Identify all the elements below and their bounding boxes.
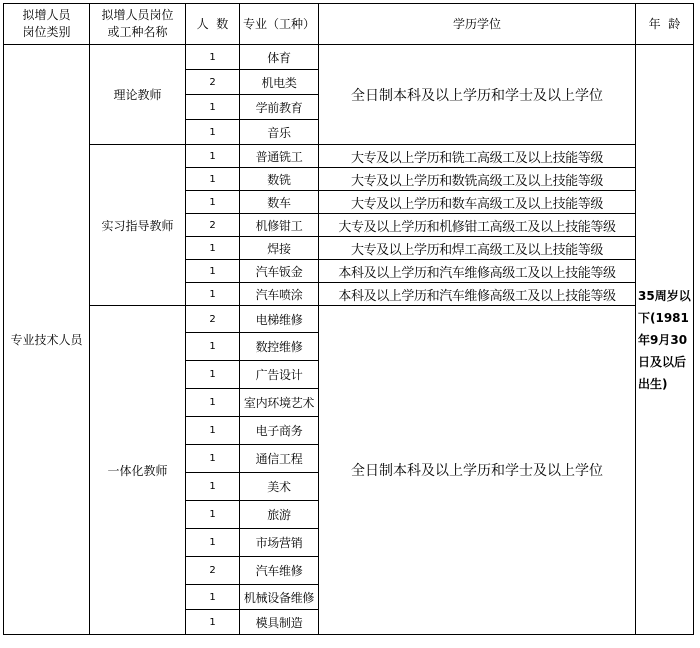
count-cell: 1 — [186, 145, 240, 168]
category-cell: 专业技术人员 — [4, 45, 90, 635]
count-cell: 1 — [186, 168, 240, 191]
header-position-line2: 或工种名称 — [107, 25, 168, 39]
age-line: 出生) — [638, 376, 668, 391]
table-row — [4, 145, 694, 168]
count-cell: 1 — [186, 237, 240, 260]
count-cell: 1 — [186, 260, 240, 283]
education-integrated: 全日制本科及以上学历和学士及以上学位 — [319, 306, 636, 635]
age-line: 日及以后 — [638, 354, 687, 369]
major-cell: 市场营销 — [240, 529, 319, 557]
major-cell: 机修钳工 — [240, 214, 319, 237]
education-cell: 大专及以上学历和数车高级工及以上技能等级 — [319, 191, 636, 214]
major-cell: 电子商务 — [240, 417, 319, 445]
major-cell: 机械设备维修 — [240, 585, 319, 610]
age-line: 下(1981 — [638, 310, 689, 325]
table-row — [4, 306, 694, 333]
count-cell: 1 — [186, 610, 240, 635]
count-cell: 1 — [186, 473, 240, 501]
header-category-line1: 拟增人员 — [22, 8, 71, 22]
count-cell: 2 — [186, 557, 240, 585]
major-cell: 美术 — [240, 473, 319, 501]
major-cell: 电梯维修 — [240, 306, 319, 333]
count-cell: 1 — [186, 445, 240, 473]
age-line: 35周岁以 — [638, 288, 691, 303]
position-theory: 理论教师 — [90, 45, 186, 145]
age-line: 年9月30 — [638, 332, 688, 347]
count-cell: 1 — [186, 120, 240, 145]
education-cell: 本科及以上学历和汽车维修高级工及以上技能等级 — [319, 283, 636, 306]
education-cell: 本科及以上学历和汽车维修高级工及以上技能等级 — [319, 260, 636, 283]
count-cell: 1 — [186, 389, 240, 417]
major-cell: 室内环境艺术 — [240, 389, 319, 417]
count-cell: 2 — [186, 306, 240, 333]
count-cell: 1 — [186, 95, 240, 120]
education-theory: 全日制本科及以上学历和学士及以上学位 — [319, 45, 636, 145]
count-cell: 2 — [186, 214, 240, 237]
major-cell: 学前教育 — [240, 95, 319, 120]
major-cell: 机电类 — [240, 70, 319, 95]
position-integrated: 一体化教师 — [90, 306, 186, 635]
major-cell: 通信工程 — [240, 445, 319, 473]
header-category — [4, 4, 90, 45]
education-cell: 大专及以上学历和数铣高级工及以上技能等级 — [319, 168, 636, 191]
major-cell: 汽车钣金 — [240, 260, 319, 283]
header-major: 专业（工种） — [240, 4, 319, 45]
major-cell: 广告设计 — [240, 361, 319, 389]
education-cell: 大专及以上学历和铣工高级工及以上技能等级 — [319, 145, 636, 168]
header-count: 人 数 — [186, 4, 240, 45]
header-position — [90, 4, 186, 45]
major-cell: 数铣 — [240, 168, 319, 191]
major-cell: 汽车维修 — [240, 557, 319, 585]
header-row — [4, 4, 694, 45]
count-cell: 1 — [186, 585, 240, 610]
count-cell: 1 — [186, 501, 240, 529]
table-row — [4, 45, 694, 70]
count-cell: 1 — [186, 361, 240, 389]
major-cell: 汽车喷涂 — [240, 283, 319, 306]
position-practice: 实习指导教师 — [90, 145, 186, 306]
header-position-line1: 拟增人员岗位 — [101, 8, 174, 22]
count-cell: 2 — [186, 70, 240, 95]
header-education: 学历学位 — [319, 4, 636, 45]
count-cell: 1 — [186, 333, 240, 361]
age-requirement — [636, 45, 694, 635]
major-cell: 焊接 — [240, 237, 319, 260]
major-cell: 数控维修 — [240, 333, 319, 361]
education-cell: 大专及以上学历和机修钳工高级工及以上技能等级 — [319, 214, 636, 237]
major-cell: 普通铣工 — [240, 145, 319, 168]
count-cell: 1 — [186, 529, 240, 557]
education-cell: 大专及以上学历和焊工高级工及以上技能等级 — [319, 237, 636, 260]
recruitment-table — [3, 3, 694, 635]
major-cell: 体育 — [240, 45, 319, 70]
major-cell: 音乐 — [240, 120, 319, 145]
count-cell: 1 — [186, 45, 240, 70]
major-cell: 旅游 — [240, 501, 319, 529]
major-cell: 数车 — [240, 191, 319, 214]
header-age: 年 龄 — [636, 4, 694, 45]
count-cell: 1 — [186, 283, 240, 306]
major-cell: 模具制造 — [240, 610, 319, 635]
count-cell: 1 — [186, 191, 240, 214]
header-category-line2: 岗位类别 — [22, 25, 71, 39]
count-cell: 1 — [186, 417, 240, 445]
